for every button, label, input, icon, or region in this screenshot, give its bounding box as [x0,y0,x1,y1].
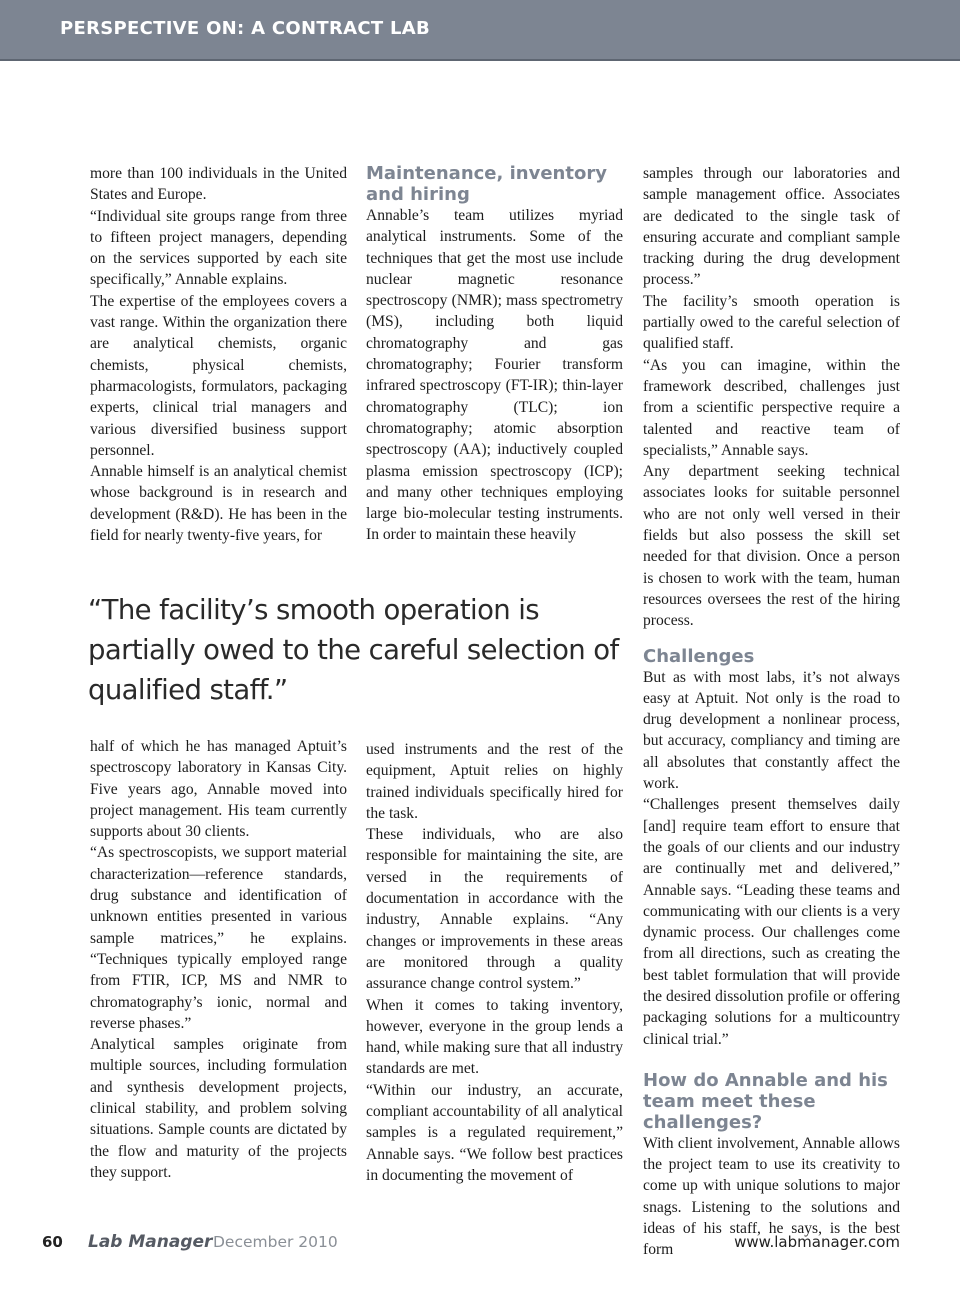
paragraph: samples through our laboratories and sample management office. Associates are dedicated to the single task of ensuring accurate and compliant sample tracking during the drug development process.” [643,165,900,289]
paragraph: “Individual site groups range from three to fifteen project managers, depending on the services supported by each site specifically,” Annable explains. [90,207,347,289]
paragraph: The facility’s smooth operation is partially owed to the careful selection of qualified staff. [643,292,900,353]
page-number: 60 [42,1233,63,1251]
column-3 [643,163,900,1261]
magazine-name: Lab Manager [88,1232,213,1252]
column-2-top [366,163,623,546]
paragraph: “As you can imagine, within the framework described, challenges just from a scientific perspective require a talented and reactive team of specialists,” Annable says. [643,356,900,459]
page-footer [0,1231,960,1255]
issue-date: December 2010 [213,1233,338,1251]
paragraph: half of which he has managed Aptuit’s spectroscopy laboratory in Kansas City. Five years ago, Annable moved into project management. His team currently supports about 30 clients. [90,738,347,841]
paragraph: “Challenges present themselves daily [and] require team effort to ensure that the goals of our clients and our industry are continually met and delivered,” Annable says. “Leading these teams and communicating with our clients is a very dynamic process. Our challenges come from all directions, such as creating the best tablet formulation that will provide the desired dissolution profile or offering packaging solutions for a multicountry clinical trial.” [643,796,900,1048]
paragraph: Annable himself is an analytical chemist whose background is in research and development (R&D). He has been in the field for nearly twenty-five years, for [90,463,347,545]
column-1-top [90,163,347,546]
website-url[interactable]: www.labmanager.com [734,1233,900,1251]
paragraph: The expertise of the employees covers a vast range. Within the organization there are analytical chemists, organic chemists, physical chemists, pharmacologists, formulators, packaging experts, clinical trial managers and various diversified business support personnel. [90,292,347,459]
paragraph: But as with most labs, it’s not always easy at Aptuit. Not only is the road to drug development a nonlinear process, but accuracy, compliancy and timing are all absolutes that constantly affect the work. [643,668,900,793]
paragraph: These individuals, who are also responsible for maintaining the site, are versed in the requirements of documentation in accordance with the industry, Annable explains. “Any changes or improvements in these areas are monitored through a quality assurance change control system.” [366,826,623,993]
section-banner [0,0,960,61]
paragraph: Annable’s team utilizes myriad analytical instruments. Some of the techniques that get the most use include nuclear magnetic resonance spectroscopy (NMR); mass spectrometry (MS), including both liquid chromatography and gas chromatography; Fourier transform infrared spectroscopy (FT-IR); thin-layer chromatography (TLC); ion chromatography; atomic absorption spectroscopy (AA); inductively coupled plasma emission spectroscopy (ICP); and many other techniques employing large bio-molecular testing instruments. In order to maintain these heavily [366,207,623,544]
paragraph: Any department seeking technical associates looks for suitable personnel who are not only well versed in their fields but also possess the skill set needed for that division. Once a person is chosen to work with the team, human resources oversees the rest of the hiring process. [643,463,900,630]
paragraph: “Within our industry, an accurate, compliant accountability of all analytical samples is a regulated requirement,” Annable says. “We follow best practices in documenting the movement of [366,1081,623,1184]
subheading-maintenance: Maintenance, inventory and hiring [366,163,607,205]
subheading-challenges: Challenges [643,645,755,667]
section-title: PERSPECTIVE ON: A CONTRACT LAB [60,18,431,39]
column-1-bottom [90,736,347,1183]
paragraph: Analytical samples originate from multiple sources, including formulation and synthesis development projects, clinical stability, and problem solving situations. Sample counts are dictated by the flow and maturity of the projects they support. [90,1036,347,1181]
paragraph: more than 100 individuals in the United States and Europe. [90,165,347,204]
paragraph: With client involvement, Annable allows the project team to use its creativity to come up with unique solutions to major snags. Listening to the solutions and ideas of his staff, he says, is the best form [643,1134,900,1259]
paragraph: When it comes to taking inventory, however, everyone in the group lends a hand, while making sure that all industry standards are met. [366,996,623,1078]
paragraph: used instruments and the rest of the equipment, Aptuit relies on highly trained individuals specifically hired for the task. [366,741,623,822]
column-2-bottom [366,739,623,1186]
paragraph: “As spectroscopists, we support material characterization—reference standards, drug substance and identification of unknown entities presented in various sample matrices,” he explains. “Techniques typically employed range from FTIR, ICP, MS and NMR to chromatography’s ionic, normal and reverse phases.” [90,844,347,1032]
subheading-how-do-annable: How do Annable and his team meet these challenges? [643,1069,888,1133]
pull-quote: “The facility’s smooth operation is partially owed to the careful selection of qualified staff.” [88,594,619,706]
